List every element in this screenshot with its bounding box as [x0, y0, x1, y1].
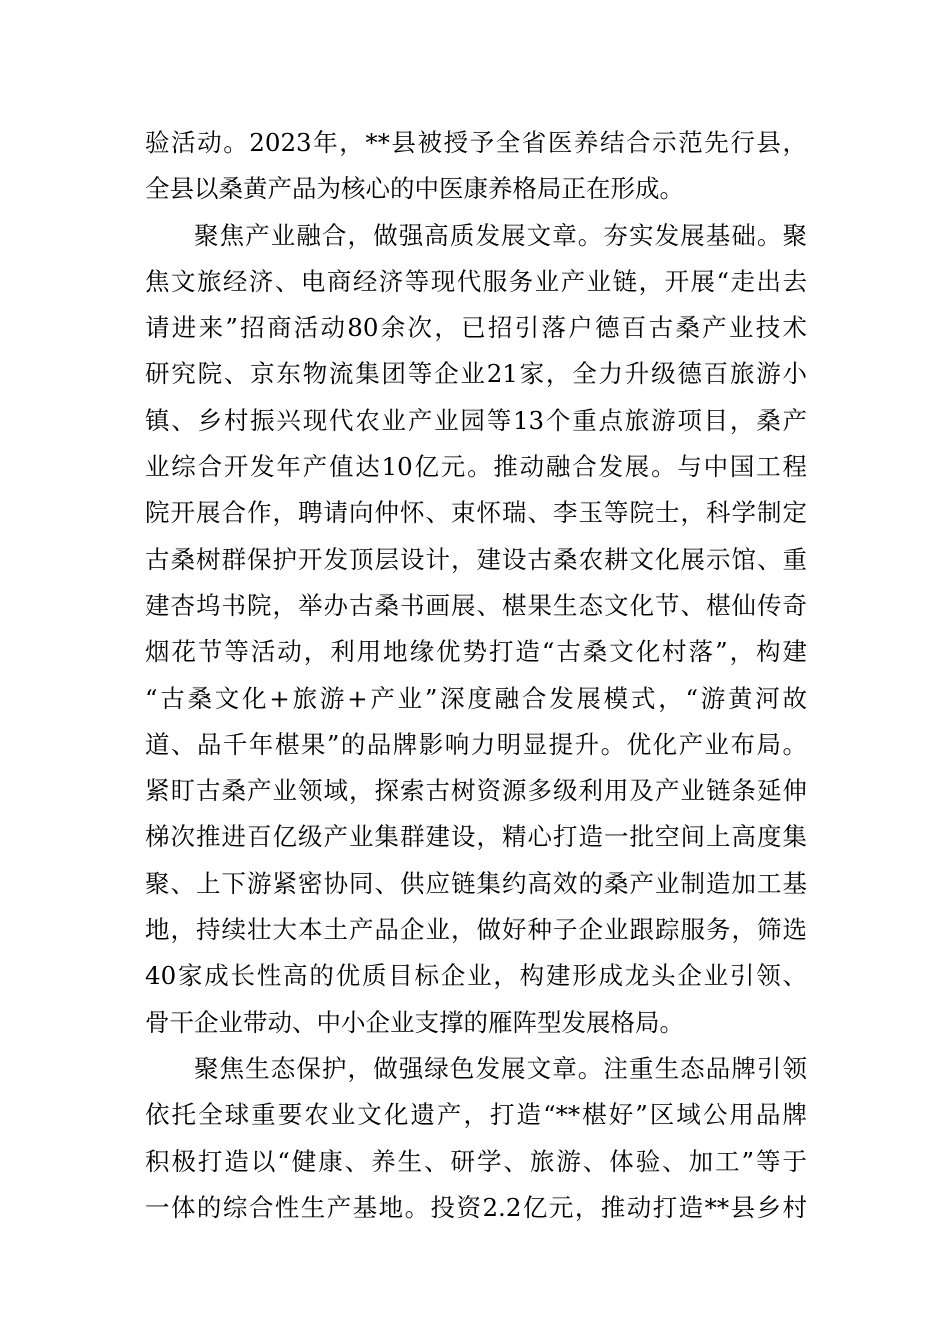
text-line: 研究院、京东物流集团等企业21家，全力升级德百旅游小	[145, 359, 807, 389]
text-line: 院开展合作，聘请向仲怀、束怀瑞、李玉等院士，科学制定	[145, 498, 807, 528]
text-line: 烟花节等活动，利用地缘优势打造“古桑文化村落”，构建	[145, 637, 807, 667]
text-line: 一体的综合性生产基地。投资2.2亿元，推动打造**县乡村	[145, 1192, 807, 1222]
text-line: 紧盯古桑产业领域，探索古树资源多级利用及产业链条延伸	[145, 776, 807, 806]
document-body	[145, 120, 807, 1231]
text-line: 全县以桑黄产品为核心的中医康养格局正在形成。	[145, 174, 684, 204]
text-line: 40家成长性高的优质目标企业，构建形成龙头企业引领、	[145, 961, 807, 991]
text-line: 建杏坞书院，举办古桑书画展、椹果生态文化节、椹仙传奇	[145, 590, 807, 620]
text-line: 请进来”招商活动80余次，已招引落户德百古桑产业技术	[145, 313, 807, 343]
text-line: 骨干企业带动、中小企业支撑的雁阵型发展格局。	[145, 1007, 684, 1037]
text-line: 地，持续壮大本土产品企业，做好种子企业跟踪服务，筛选	[145, 915, 807, 945]
text-line: 业综合开发年产值达10亿元。推动融合发展。与中国工程	[145, 452, 807, 482]
text-line: 梯次推进百亿级产业集群建设，精心打造一批空间上高度集	[145, 822, 807, 852]
text-line: 聚、上下游紧密协同、供应链集约高效的桑产业制造加工基	[145, 868, 807, 898]
text-line: 验活动。2023年，**县被授予全省医养结合示范先行县，	[145, 128, 807, 157]
text-line: “古桑文化+旅游+产业”深度融合发展模式，“游黄河故	[145, 683, 807, 713]
text-line: 焦文旅经济、电商经济等现代服务业产业链，开展“走出去	[145, 266, 807, 296]
text-line: 依托全球重要农业文化遗产，打造“**椹好”区域公用品牌	[145, 1100, 807, 1130]
text-line: 聚焦产业融合，做强高质发展文章。夯实发展基础。聚	[194, 220, 807, 250]
text-line: 镇、乡村振兴现代农业产业园等13个重点旅游项目，桑产	[145, 405, 807, 435]
text-line: 道、品千年椹果”的品牌影响力明显提升。优化产业布局。	[145, 729, 807, 759]
text-line: 古桑树群保护开发顶层设计，建设古桑农耕文化展示馆、重	[145, 544, 807, 574]
text-line: 聚焦生态保护，做强绿色发展文章。注重生态品牌引领	[194, 1053, 807, 1083]
text-line: 积极打造以“健康、养生、研学、旅游、体验、加工”等于	[145, 1146, 807, 1176]
